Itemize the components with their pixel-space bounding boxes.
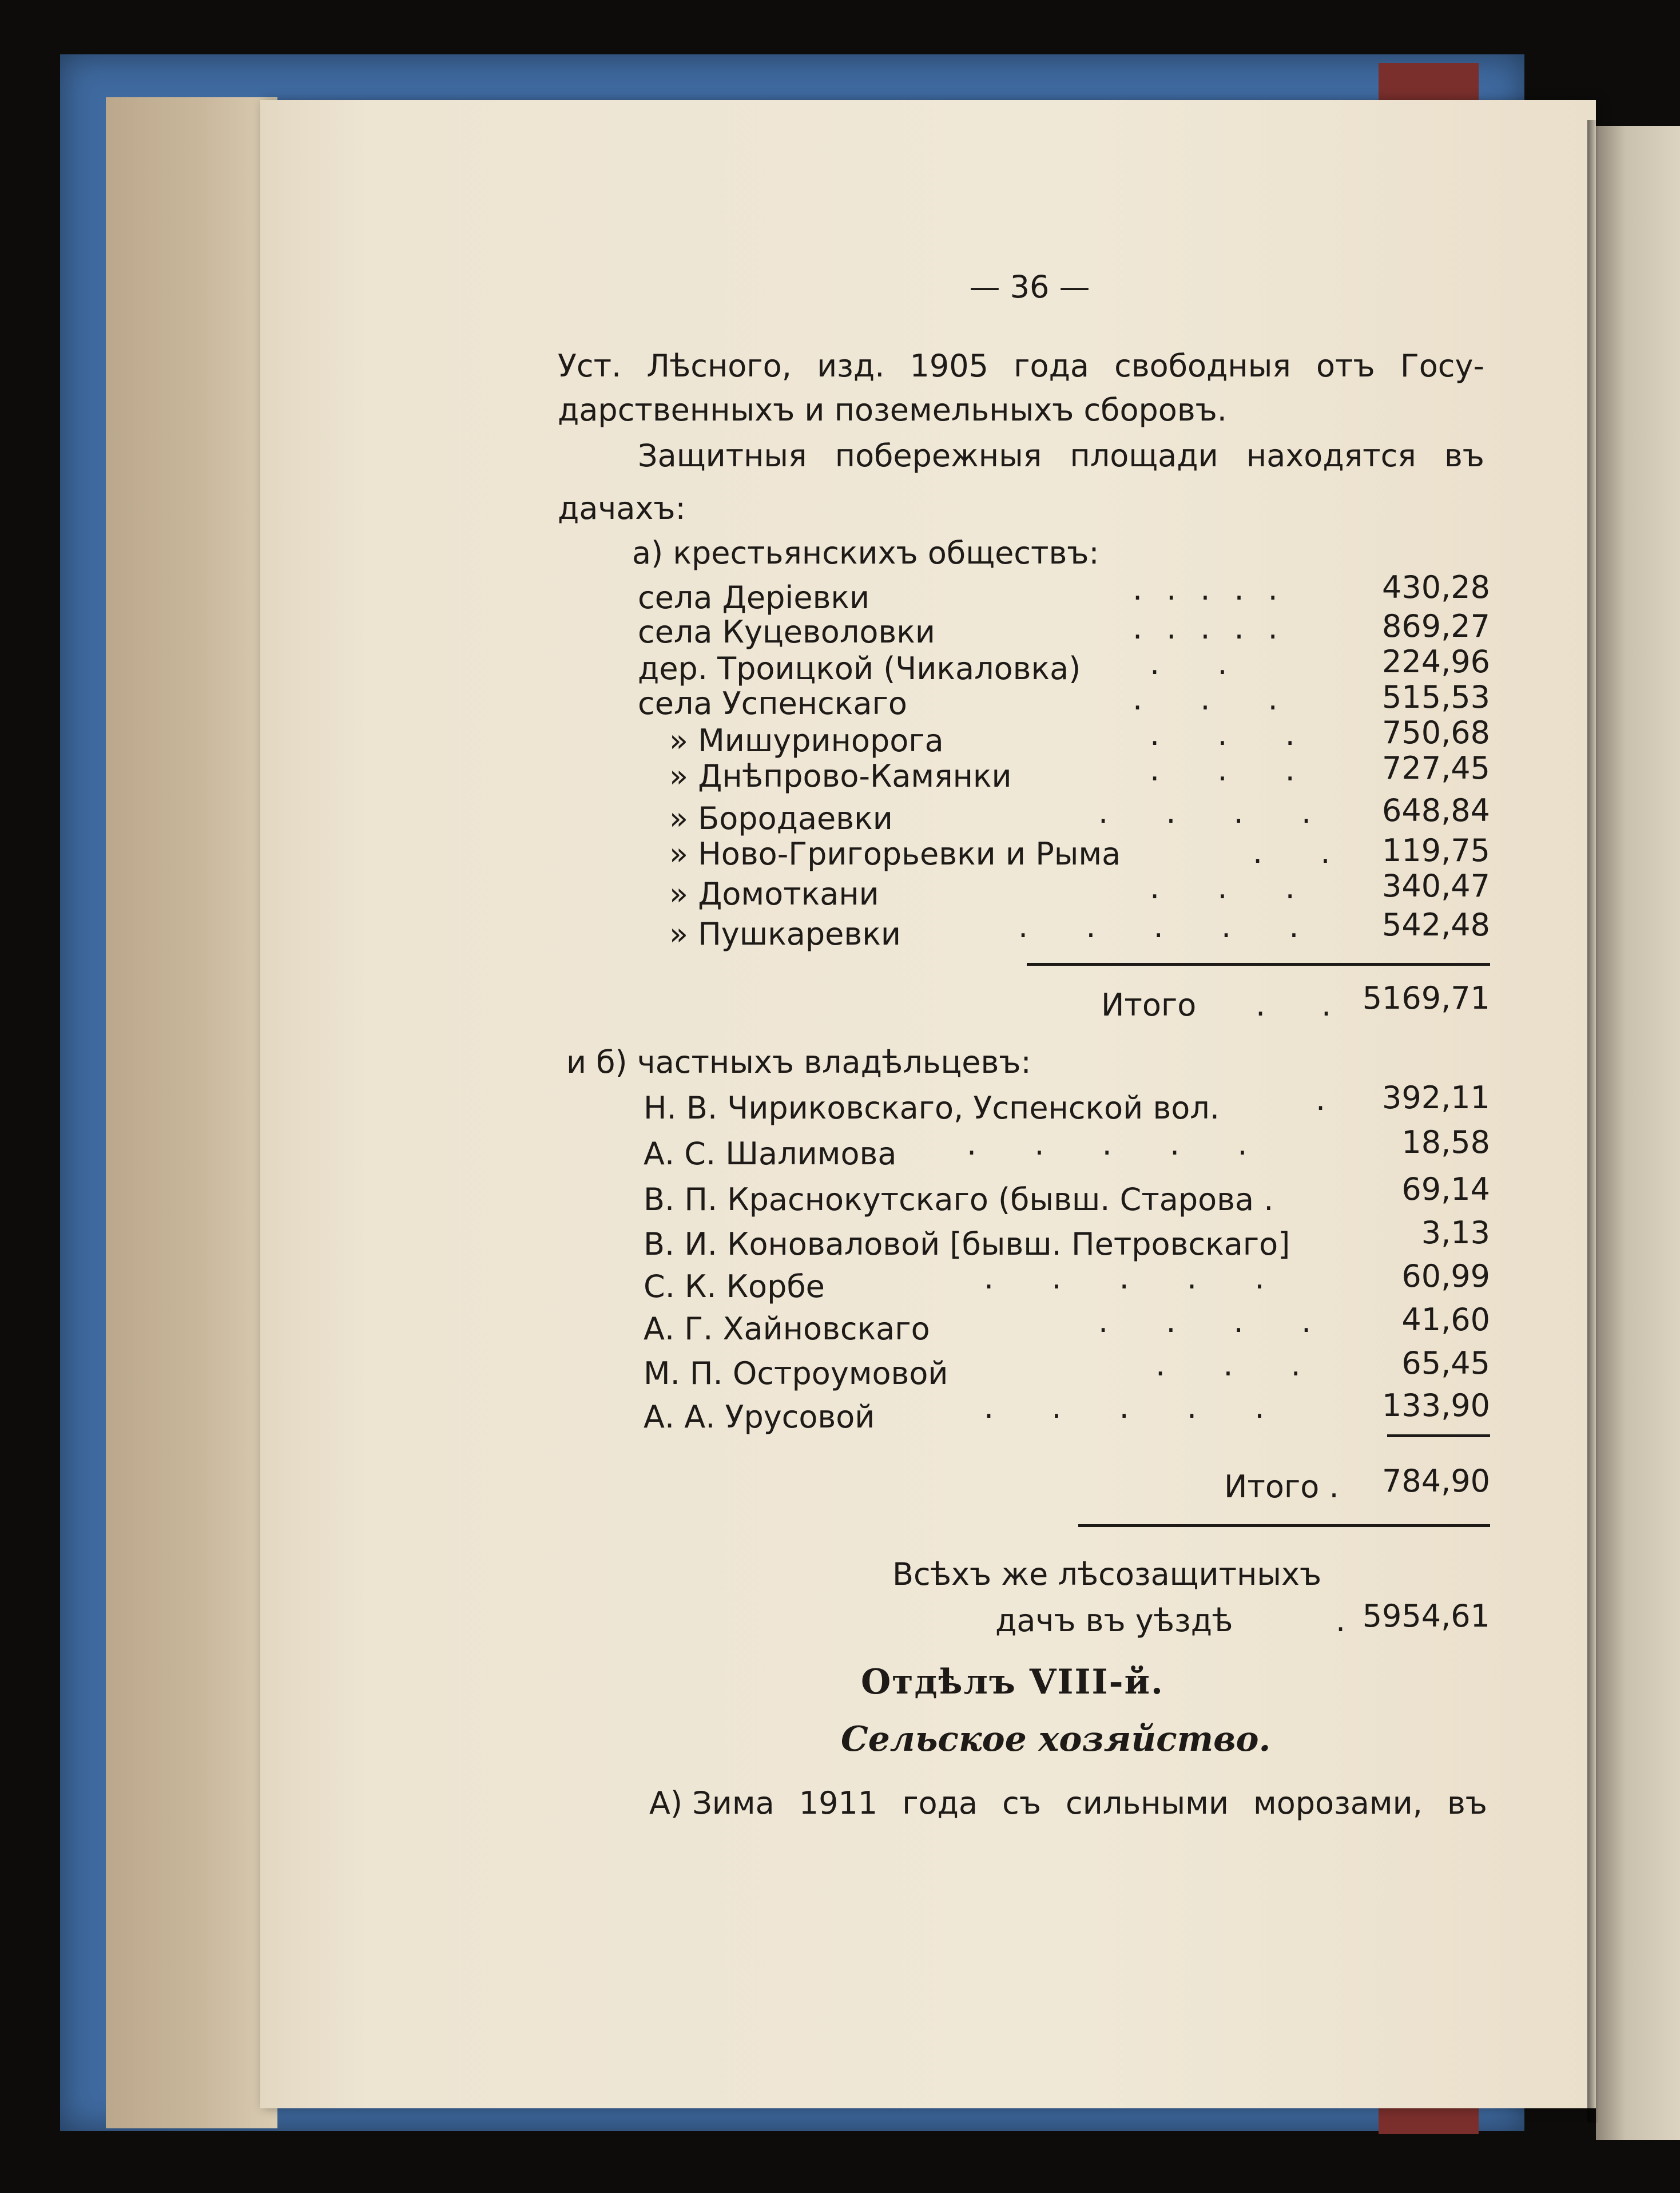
paragraph-3-line-1 [649,1785,1487,1821]
word: съ [1002,1785,1041,1821]
word: находятся [1246,438,1416,474]
word: отъ [1316,348,1375,384]
leader-dots: . . . [1150,752,1319,788]
section-b-row-value: 133,90 [1382,1387,1490,1423]
total-dots: . [1321,987,1332,1023]
paragraph-1-line-2: дарственныхъ и поземельныхъ сборовъ. [558,392,1227,428]
chapter-title: Отдѣлъ VIII-й. [861,1662,1164,1702]
section-b-total-label: Итого . [1224,1469,1339,1505]
page-number: — 36 — [969,269,1090,305]
section-b-row-value: 392,11 [1382,1080,1490,1116]
section-b-row-value: 60,99 [1401,1258,1490,1294]
section-b-row-label: А. Г. Хайновскаго [644,1311,930,1347]
next-page-edge [1596,126,1680,2140]
section-a-heading: а) крестьянскихъ обществъ: [632,535,1099,571]
word: въ [1447,1785,1487,1821]
leader-dots: . . . . . [984,1389,1289,1425]
word: свободныя [1114,348,1291,384]
section-a-total-label: Итого [1101,987,1197,1023]
leader-dots: . . . [1150,716,1319,752]
chapter-subtitle: Сельское хозяйство. [841,1719,1271,1759]
word: Госу- [1400,348,1484,384]
section-b-row-label: В. П. Краснокутскаго (бывш. Старова . [644,1181,1274,1218]
section-a-row-label: » Домоткани [669,876,879,912]
grand-total-rule [1078,1524,1490,1527]
word: Защитныя [638,438,807,474]
paragraph-2-line-2: дачахъ: [558,490,686,526]
word: Лѣсного, [646,348,792,384]
word: площади [1070,438,1218,474]
section-b-row-value: 41,60 [1401,1302,1490,1338]
section-b-total-rule [1387,1434,1490,1437]
section-a-total-rule [1027,963,1490,966]
section-a-row-label: села Успенскаго [638,685,907,721]
previous-pages-edge [106,97,277,2128]
leader-dots: . . . . [1098,794,1336,830]
section-b-row-value: 65,45 [1401,1345,1490,1381]
leader-dots: . . . . . [967,1126,1272,1162]
section-b-row-label: Н. В. Чириковскаго, Успенской вол. [644,1090,1220,1126]
section-a-row-value: 750,68 [1382,715,1490,751]
section-a-row-value: 119,75 [1382,832,1490,869]
word: побережныя [835,438,1042,474]
section-a-row-value: 869,27 [1382,608,1490,644]
word: года [1014,348,1089,384]
leader-dots: . [1316,1081,1326,1117]
section-a-row-label: » Днѣпрово-Камянки [669,758,1012,794]
leader-dots: . . . . . [984,1260,1289,1296]
word: сильными [1066,1785,1229,1821]
word: 1905 [909,348,988,384]
total-dots: . [1336,1603,1346,1639]
section-a-row-label: дер. Троицкой (Чикаловка) [638,651,1081,687]
leader-dots: . . . [1150,870,1319,906]
leader-dots: . . [1150,645,1252,681]
leader-dots: ..... [1133,571,1302,607]
paragraph-2-line-1 [638,438,1484,474]
section-b-total-value: 784,90 [1382,1463,1490,1499]
word: Уст. [558,348,622,384]
word: въ [1444,438,1484,474]
word: 1911 [799,1785,878,1821]
word: А) Зима [649,1785,775,1821]
grand-total-value: 5954,61 [1362,1598,1490,1634]
word: изд. [817,348,885,384]
leader-dots: . . [1253,834,1355,870]
section-a-row-label: » Ново-Григорьевки и Рыма [669,836,1121,872]
page-gutter-shadow [1587,120,1599,2123]
leader-dots: . . . [1155,1347,1325,1383]
section-a-row-label: » Мишуринорога [669,723,944,759]
word: года [902,1785,978,1821]
section-a-total-value: 5169,71 [1362,980,1490,1016]
section-b-row-label: А. А. Урусовой [644,1399,875,1435]
word: морозами, [1253,1785,1423,1821]
leader-dots: . . . [1133,681,1302,717]
section-a-row-value: 542,48 [1382,907,1490,943]
section-a-row-label: » Бородаевки [669,800,893,836]
section-a-row-value: 648,84 [1382,792,1490,828]
section-b-row-label: В. И. Коноваловой [бывш. Петровскаго] [644,1226,1290,1262]
total-dots: . [1256,987,1266,1023]
section-a-row-value: 515,53 [1382,679,1490,715]
leader-dots: . . . . [1098,1303,1336,1339]
paragraph-1-line-1 [558,348,1484,384]
section-b-heading: и б) частныхъ владѣльцевъ: [566,1044,1031,1080]
section-a-row-value: 430,28 [1382,569,1490,605]
section-b-row-value: 69,14 [1401,1171,1490,1207]
section-b-row-value: 18,58 [1401,1124,1490,1160]
section-a-row-label: села Деріевки [638,580,870,616]
grand-total-line-2: дачъ въ уѣздѣ [995,1603,1233,1639]
section-a-row-value: 224,96 [1382,644,1490,680]
leader-dots: ..... [1133,610,1302,646]
leader-dots: . . . . . [1018,909,1323,945]
grand-total-line-1: Всѣхъ же лѣсозащитныхъ [892,1556,1322,1592]
section-b-row-label: А. С. Шалимова [644,1136,897,1172]
section-a-row-label: » Пушкаревки [669,916,901,952]
section-b-row-label: М. П. Остроумовой [644,1355,948,1391]
section-b-row-label: С. К. Корбе [644,1268,825,1304]
section-a-row-value: 727,45 [1382,750,1490,786]
section-a-row-label: села Куцеволовки [638,614,935,650]
section-a-row-value: 340,47 [1382,868,1490,904]
section-b-row-value: 3,13 [1421,1215,1490,1251]
